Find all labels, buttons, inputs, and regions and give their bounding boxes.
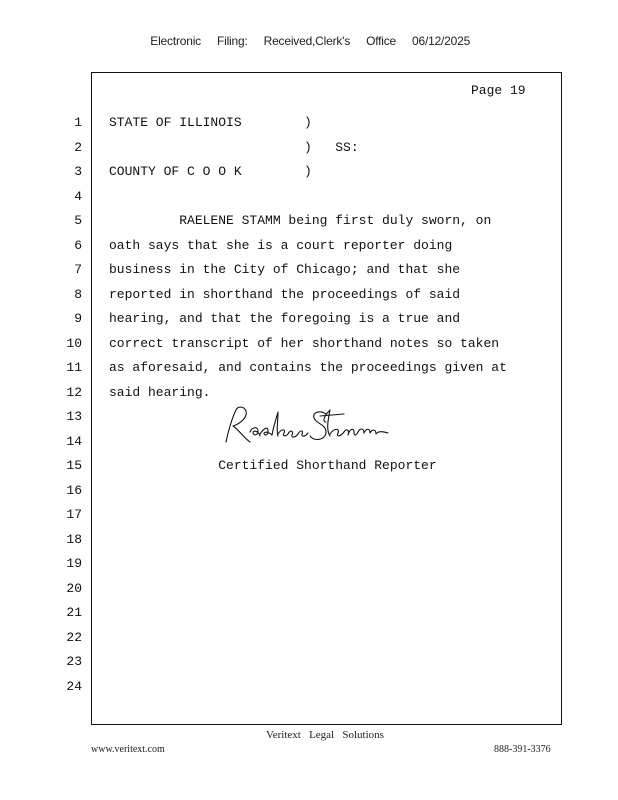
line-text: reported in shorthand the proceedings of said bbox=[109, 287, 461, 302]
line-text: RAELENE STAMM being first duly sworn, on bbox=[109, 213, 492, 228]
line-text: said hearing. bbox=[109, 385, 211, 400]
line-number: 21 bbox=[66, 605, 82, 620]
line-number: 17 bbox=[66, 507, 82, 522]
line-number: 18 bbox=[66, 532, 82, 547]
line-text: business in the City of Chicago; and that she bbox=[109, 262, 461, 277]
footer-company: Veritext Legal Solutions bbox=[266, 729, 384, 741]
line-number: 22 bbox=[66, 630, 82, 645]
line-number: 13 bbox=[66, 409, 82, 424]
line-number: 1 bbox=[74, 115, 82, 130]
header-office: Office bbox=[366, 34, 397, 48]
line-number: 11 bbox=[66, 360, 82, 375]
line-number: 4 bbox=[74, 189, 82, 204]
line-text: Certified Shorthand Reporter bbox=[109, 458, 437, 473]
line-number: 12 bbox=[66, 385, 82, 400]
line-number: 5 bbox=[74, 213, 82, 228]
line-text: hearing, and that the foregoing is a true and bbox=[109, 311, 461, 326]
signature-image bbox=[222, 402, 394, 448]
page-number: Page 19 bbox=[471, 83, 526, 98]
footer-phone: 888-391-3376 bbox=[494, 744, 551, 755]
line-number: 9 bbox=[74, 311, 82, 326]
line-number: 23 bbox=[66, 654, 82, 669]
header-date: 06/12/2025 bbox=[412, 34, 471, 48]
line-number: 14 bbox=[66, 434, 82, 449]
line-number: 20 bbox=[66, 581, 82, 596]
line-number: 6 bbox=[74, 238, 82, 253]
line-text: STATE OF ILLINOIS ) bbox=[109, 115, 312, 130]
line-number: 10 bbox=[66, 336, 82, 351]
header-received: Received,Clerk's bbox=[263, 34, 351, 48]
line-number: 8 bbox=[74, 287, 82, 302]
line-text: COUNTY OF C O O K ) bbox=[109, 164, 312, 179]
line-text: as aforesaid, and contains the proceedings given at bbox=[109, 360, 507, 375]
line-text: oath says that she is a court reporter doing bbox=[109, 238, 453, 253]
line-text: correct transcript of her shorthand notes so taken bbox=[109, 336, 500, 351]
line-number: 19 bbox=[66, 556, 82, 571]
header-electronic: Electronic bbox=[150, 34, 201, 48]
line-number: 7 bbox=[74, 262, 82, 277]
line-number: 15 bbox=[66, 458, 82, 473]
filing-stamp-header bbox=[144, 20, 486, 48]
line-number: 3 bbox=[74, 164, 82, 179]
line-number: 16 bbox=[66, 483, 82, 498]
line-number: 2 bbox=[74, 140, 82, 155]
footer-website: www.veritext.com bbox=[91, 744, 165, 755]
line-number: 24 bbox=[66, 679, 82, 694]
header-filing: Filing: bbox=[216, 34, 248, 48]
line-text: ) SS: bbox=[109, 140, 359, 155]
